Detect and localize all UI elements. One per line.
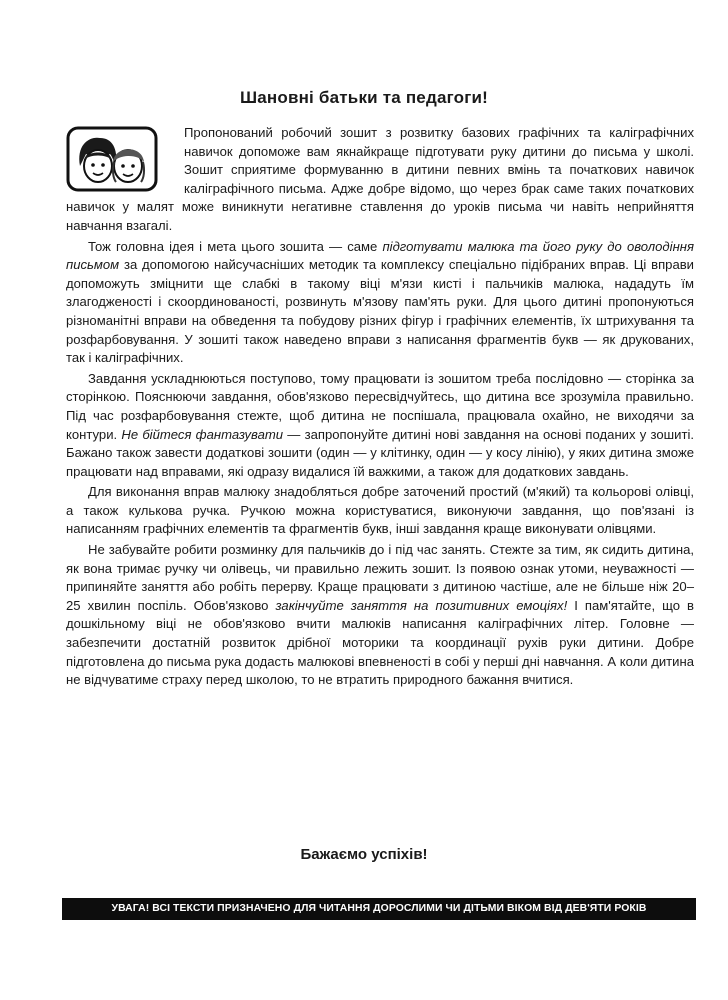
paragraph-2 (66, 238, 694, 368)
paragraph-5-run-3: І пам'ятайте, що в дошкільному віці не обов'язково вчити малюків написання каліграфічних літер. Головне — забезпечити достатній розвиток дрібної моторики та координації рухів руки дитини. Добре підготовлена до письма рука додасть малюкові впевненості в собі у перші дні навчання. А коли дитина не відчуватиме страху перед школою, то не втратить природного бажання вчитися. (66, 597, 694, 688)
children-faces-icon (66, 126, 158, 192)
paragraph-1 (66, 124, 694, 236)
paragraph-4 (66, 483, 694, 539)
paragraph-2-run-3: за допомогою найсучасніших методик та комплексу спеціально підібраних вправ. Ці вправи допоможуть зміцнити ще слабкі в такому віці м'язи кисті і пальчиків малюка, нададуть їм злагодженості і скоординованості, розвинуть м'язову пам'ять руки. Для цього дитині пропонуються різноманітні вправи на обведення та побудову різних фігур і графічних елементів, їх штрихування та розфарбовування. У зошиті також наведено вправи з написання фрагментів букв — як друкованих, так і каліграфічних. (66, 257, 694, 366)
body-text (66, 124, 694, 692)
paragraph-4-run-1: Для виконання вправ малюку знадобляться добре заточений простий (м'який) та кольорові олівці, а також кулькова ручка. Ручкою можна користуватися, виконуючи завдання, що пов'язані із написанням графічних елементів та фрагментів букв, інші завдання краще виконувати олівцями. (66, 484, 694, 537)
paragraph-3-run-2: Не бійтеся фантазувати (121, 426, 284, 442)
page-title: Шановні батьки та педагоги! (239, 88, 489, 107)
paragraph-5 (66, 541, 694, 690)
paragraph-3 (66, 370, 694, 482)
paragraph-3-run-1: Завдання ускладнюються поступово, тому працювати із зошитом треба послідовно — сторінка за сторінкою. Пояснюючи завдання, обов'язково пересвідчуйтесь, що дитина все зрозуміла правильно. Під час розфарбовування стежте, щоб дитина не поспішала, працювала охайно, не виходячи за контури. (66, 370, 694, 442)
paragraph-3-run-3: — запропонуйте дитині нові завдання на основі поданих у зошиті. Бажано також завести додаткові зошити (один — у клітинку, один — у косу лінію), у яких дитина зможе працювати над вправами, які одразу видалися їй важкими, а також для додаткових завдань. (66, 426, 694, 479)
paragraph-5-run-1: Не забувайте робити розминку для пальчиків до і під час занять. Стежте за тим, як сидить дитина, як вона тримає ручку чи олівець, чи правильно лежить зошит. Із появою ознак утоми, неуважності — припиняйте заняття або робіть перерву. Краще працювати з дитиною частіше, але не більше ніж 20–25 хвилин поспіль. Обов'язково (66, 542, 694, 613)
age-warning-banner: УВАГА! ВСІ ТЕКСТИ ПРИЗНАЧЕНО ДЛЯ ЧИТАННЯ ДОРОСЛИМИ ЧИ ДІТЬМИ ВІКОМ ВІД ДЕВ'ЯТИ РОКІВ (62, 898, 696, 920)
closing-wish: Бажаємо успіхів! (300, 846, 428, 863)
paragraph-2-run-2: підготувати малюка та його руку до оволодіння письмом (66, 238, 694, 273)
paragraph-1-run-1: Пропонований робочий зошит з розвитку базових графічних та каліграфічних навичок допоможе вам якнайкраще підготувати руку дитини до письма у школі. Зошит сприятиме формуванню в дитини певних вмінь та початкових навичок каліграфічного письма. Адже добре відомо, що через брак саме таких початкових навичок у малят може виникнути негативне ставлення до уроків письма чи навіть неприйняття навчання взагалі. (66, 125, 694, 233)
paragraph-2-run-1: Тож головна ідея і мета цього зошита — саме (88, 238, 383, 254)
paragraph-5-run-2: закінчуйте заняття на позитивних емоціях! (275, 597, 568, 613)
